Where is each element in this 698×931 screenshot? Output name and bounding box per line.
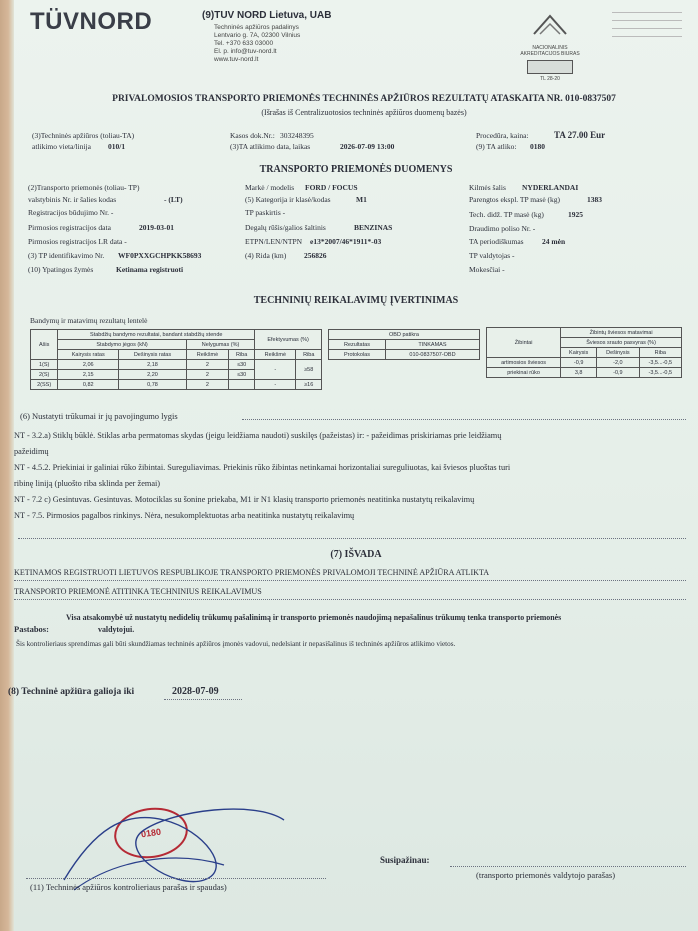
table-cell: 2(SS) xyxy=(31,380,58,390)
table-cell: 2 xyxy=(186,380,228,390)
brake-subheader: Dešinysis ratas xyxy=(119,350,187,360)
vehicle-field-value: 1383 xyxy=(587,195,602,204)
note-text: valdytojui. xyxy=(98,625,135,634)
owner-signature-caption: (transporto priemonės valdytojo parašas) xyxy=(476,870,616,880)
table-cell: ≤30 xyxy=(229,360,255,370)
conclusion-line: KETINAMOS REGISTRUOTI LIETUVOS RESPUBLIKOJE TRANSPORTO PRIEMONĖS PRIVALOMOJI TECHNINĖ APŽIŪRA ATLIKTA xyxy=(14,568,490,577)
table-cell: 2(S) xyxy=(31,370,58,380)
vehicle-field-value: M1 xyxy=(356,195,367,204)
performer-label: (9) TA atliko: xyxy=(476,142,517,151)
vehicle-field-value: Ketinama registruoti xyxy=(116,265,184,274)
lights-header-lamps: Žibintai xyxy=(487,328,561,358)
note-text: Visa atsakomybė už nustatytų nedidelių trūkumų pašalinimą ir transporto priemonės naudojimą nepašalinus trūkumų tenka transporto priemonės xyxy=(66,613,562,622)
org-line: Tel. +370 633 03000 xyxy=(214,40,274,47)
ta-date-value: 2026-07-09 13:00 xyxy=(340,142,395,151)
table-cell: - xyxy=(255,360,296,380)
table-cell: -2,0 xyxy=(597,358,639,368)
ta-date-label: (3)TA atlikimo data, laikas xyxy=(230,142,311,151)
defects-label: (6) Nustatyti trūkumai ir jų pavojingumo lygis xyxy=(20,411,178,421)
organization-name: (9)TUV NORD Lietuva, UAB xyxy=(202,10,332,21)
defects-separator xyxy=(18,538,686,539)
vehicle-field-label: (2)Transporto priemonės (toliau- TP) xyxy=(28,183,140,192)
stamp-code: 0180 xyxy=(140,826,162,840)
table-cell: 0,82 xyxy=(58,380,119,390)
note-label: Pastabos: xyxy=(14,624,49,634)
vehicle-field-label: Kilmės šalis xyxy=(469,183,506,192)
table-cell: ≥58 xyxy=(296,360,322,380)
vehicle-field-label: TP paskirtis - xyxy=(245,208,286,217)
document-subtitle: (Išrašas iš Centralizuotosios techninės apžiūros duomenų bazės) xyxy=(261,108,467,117)
validity-label: (8) Techninė apžiūra galioja iki xyxy=(8,687,135,697)
brake-subheader: Reikšmė xyxy=(186,350,228,360)
brake-header-unevenness: Nelygumas (%) xyxy=(186,340,254,350)
price-label: Procedūra, kaina: xyxy=(476,131,529,140)
vehicle-field-label: Parengtos ekspl. TP masė (kg) xyxy=(469,195,561,204)
table-row xyxy=(329,340,480,350)
owner-signature-line xyxy=(450,866,686,867)
accreditation-logo-icon xyxy=(510,10,590,40)
table-cell: -0,9 xyxy=(561,358,597,368)
brake-subheader: Riba xyxy=(296,350,322,360)
vehicle-field-value: - (LT) xyxy=(164,195,183,204)
table-cell: 2,06 xyxy=(58,360,119,370)
tuv-nord-logo: TÜVNORD xyxy=(30,8,153,35)
table-cell: 2,15 xyxy=(58,370,119,380)
table-row xyxy=(31,380,322,390)
accreditation-name: NACIONALINIS xyxy=(532,45,568,51)
vehicle-field-label: TA periodiškumas xyxy=(469,237,524,246)
print-metadata-block xyxy=(612,8,682,40)
table-cell: 1(S) xyxy=(31,360,58,370)
vehicle-field-value: NYDERLANDAI xyxy=(522,183,579,192)
accreditation-code: TL 28-20 xyxy=(540,76,560,82)
obd-header: OBD patikra xyxy=(329,330,480,340)
obd-result: TINKAMAS xyxy=(385,340,479,350)
validity-underline xyxy=(164,699,242,700)
vehicle-field-label: (4) Rida (km) xyxy=(245,251,287,260)
document-title: PRIVALOMOSIOS TRANSPORTO PRIEMONĖS TECHNINĖS APŽIŪROS REZULTATŲ ATASKAITA NR. 010-0837507 xyxy=(112,94,616,104)
tests-table-label: Bandymų ir matavimų rezultatų lentelė xyxy=(30,316,148,325)
table-cell: - xyxy=(255,380,296,390)
lights-col: Riba xyxy=(639,348,681,358)
vin-value: WF0PXXGCHPKK58693 xyxy=(118,251,202,260)
vehicle-field-value: e13*2007/46*1911*-03 xyxy=(310,237,382,246)
performer-code: 0180 xyxy=(530,142,545,151)
brake-header-force: Stabdymo jėgos (kN) xyxy=(58,340,187,350)
price-value: TA 27.00 Eur xyxy=(554,130,606,140)
vehicle-field-label: Degalų rūšis/galios šaltinis xyxy=(245,223,326,232)
vehicle-field-label: (10) Ypatingos žymės xyxy=(28,265,94,274)
table-cell: 2 xyxy=(186,370,228,380)
defect-item: NT - 3.2.a) Stiklų būklė. Stiklas arba permatomas skydas (jeigu leidžiama naudoti) suskilęs (pažeistas) ir: - pažeidimas priskiriamas prie leidžiamų xyxy=(14,431,502,440)
vehicle-field-value: 2019-03-01 xyxy=(139,223,174,232)
vehicle-field-value: 24 mėn xyxy=(542,237,566,246)
table-cell: -3,5...-0,5 xyxy=(639,358,681,368)
lights-subheader: Šviesos srauto pasvyras (%) xyxy=(561,338,682,348)
table-cell: 2,18 xyxy=(119,360,187,370)
defect-item: ribinę liniją (pluošto riba sklinda per žemai) xyxy=(14,479,161,488)
validity-date: 2028-07-09 xyxy=(172,686,219,697)
doc-number-label: Kasos dok.Nr.: xyxy=(230,131,275,140)
vehicle-field-label: Draudimo poliso Nr. - xyxy=(469,224,536,233)
defect-item: pažeidimų xyxy=(14,447,49,456)
table-cell xyxy=(229,380,255,390)
brake-subheader: Kairysis ratas xyxy=(58,350,119,360)
vehicle-field-value: FORD / FOCUS xyxy=(305,183,358,192)
vehicle-field-label: (5) Kategorija ir klasė/kodas xyxy=(245,195,331,204)
vehicle-field-label: Markė / modelis xyxy=(245,183,295,192)
brake-header-axle: Ašis xyxy=(31,330,58,360)
org-line: Lentvario g. 7A, 02300 Vilnius xyxy=(214,32,301,39)
mileage-value: 256826 xyxy=(304,251,327,260)
defect-item: NT - 7.2 c) Gesintuvas. Gesintuvas. Motociklas su šonine priekaba, M1 ir N1 klasių transporto priemonės neatitinka nustatytų reikalavimų xyxy=(14,495,475,504)
table-row xyxy=(31,360,322,370)
appeal-text: Šis kontrolieriaus sprendimas gali būti skundžiamas techninės apžiūros įmonės vadovui, nedelsiant ir nepasišalinus iš techninės apžiūros atlikimo vietos. xyxy=(16,640,456,648)
ta-place-label-2: atlikimo vieta/linija xyxy=(32,142,91,151)
conclusion-underline xyxy=(14,599,686,600)
table-cell: 2,20 xyxy=(119,370,187,380)
table-cell: -0,9 xyxy=(597,368,639,378)
lights-table xyxy=(486,327,682,378)
lights-header: Žibintų šviesos matavimai xyxy=(561,328,682,338)
vehicle-field-label: valstybinis Nr. ir šalies kodas xyxy=(28,195,117,204)
brake-test-table xyxy=(30,329,322,390)
ta-place-label: (3)Techninės apžiūros (toliau-TA) xyxy=(32,131,135,140)
table-cell: ≥16 xyxy=(296,380,322,390)
ta-place-value: 010/1 xyxy=(108,142,126,151)
vehicle-field-label: Tech. didž. TP masė (kg) xyxy=(469,210,544,219)
table-cell: ≤30 xyxy=(229,370,255,380)
lights-col: Kairysis xyxy=(561,348,597,358)
table-cell: priekinai rūko xyxy=(487,368,561,378)
table-cell: -3,5...-0,5 xyxy=(639,368,681,378)
table-cell: Protokolas xyxy=(329,350,386,360)
brake-subheader: Riba xyxy=(229,350,255,360)
doc-number-value: 303248395 xyxy=(280,131,314,140)
table-row xyxy=(329,350,480,360)
table-row xyxy=(487,358,682,368)
accreditation-badge xyxy=(527,60,573,74)
vehicle-field-label: TP valdytojas - xyxy=(469,251,515,260)
vehicle-field-value: 1925 xyxy=(568,210,583,219)
conclusion-line: TRANSPORTO PRIEMONĖ ATITINKA TECHNINIUS REIKALAVIMUS xyxy=(14,587,262,596)
inspector-signature-caption: (11) Techninės apžiūros kontrolieriaus parašas ir spaudas) xyxy=(30,882,227,892)
org-line: Techninės apžiūros padalinys xyxy=(214,24,299,31)
table-cell: Rezultatas xyxy=(329,340,386,350)
assessment-title: TECHNINIŲ REIKALAVIMŲ ĮVERTINIMAS xyxy=(253,295,459,306)
vehicle-field-label: Mokesčiai - xyxy=(469,265,505,274)
vehicle-field-label: ETPN/LEN/NTPN xyxy=(245,237,303,246)
vehicle-field-label: (3) TP identifikavimo Nr. xyxy=(28,251,105,260)
inspector-signature-line xyxy=(26,878,326,879)
obd-table xyxy=(328,329,480,360)
table-row xyxy=(487,368,682,378)
brake-header-group: Stabdžių bandymo rezultatai, bandant stabdžių stende xyxy=(58,330,255,340)
vehicle-field-label: Pirmosios registracijos data xyxy=(28,223,111,232)
vehicle-field-label: Pirmosios registracijos LR data - xyxy=(28,237,127,246)
brake-header-efficiency: Efektyvumas (%) xyxy=(255,330,322,350)
defects-label-line xyxy=(242,419,686,420)
vehicle-section-title: TRANSPORTO PRIEMONĖS DUOMENYS xyxy=(259,164,453,175)
org-line: El. p. info@tuv-nord.lt xyxy=(214,48,277,55)
table-cell: 0,78 xyxy=(119,380,187,390)
accreditation-mark xyxy=(510,10,590,80)
document-page xyxy=(8,0,698,931)
lights-col: Dešinysis xyxy=(597,348,639,358)
obd-protocol: 010-0837507-OBD xyxy=(385,350,479,360)
vehicle-field-value: BENZINAS xyxy=(354,223,393,232)
vehicle-field-label: Registracijos būdujimo Nr. - xyxy=(28,208,114,217)
conclusion-underline xyxy=(14,580,686,581)
defect-item: NT - 7.5. Pirmosios pagalbos rinkinys. Nėra, nesukomplektuotas arba neatitinka nustatytų reikalavimų xyxy=(14,511,355,520)
table-cell: 3,8 xyxy=(561,368,597,378)
acknowledgement-label: Susipažinau: xyxy=(380,855,430,865)
table-cell: 2 xyxy=(186,360,228,370)
table-cell: artimosios šviesos xyxy=(487,358,561,368)
conclusion-title: (7) IŠVADA xyxy=(330,549,382,560)
defect-item: NT - 4.5.2. Priekiniai ir galiniai rūko žibintai. Sureguliavimas. Priekinis rūko žibintas netinkamai horizontaliai sureguliuotas, kai šviesos pluoštas turi xyxy=(14,463,511,472)
org-line: www.tuv-nord.lt xyxy=(214,56,259,63)
brake-subheader: Reikšmė xyxy=(255,350,296,360)
accreditation-name-2: AKREDITACIJOS BIURAS xyxy=(520,51,580,57)
